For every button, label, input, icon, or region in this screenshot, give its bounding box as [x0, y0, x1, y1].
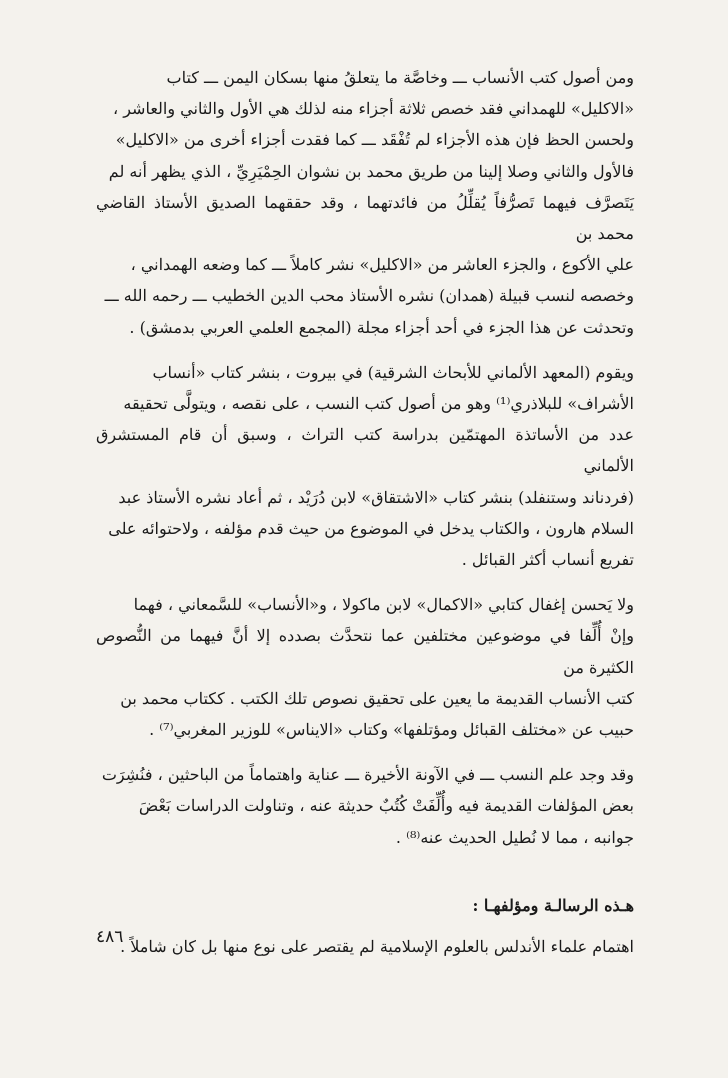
text-line: اهتمام علماء الأندلس بالعلوم الإسلامية لم يقتصر على نوع منها بل كان شاملاً . [120, 936, 634, 956]
text-line: تفريع أنساب أكثر القبائل . [461, 550, 634, 570]
text-line: وقد وجد علم النسب ـــ في الآونة الأخيرة ـــ عناية واهتماماً من الباحثين ، فنُشِرَت [101, 765, 634, 785]
text-line: ولحسن الحظ فإن هذه الأجزاء لم تُفْقَد ـــ كما فقدت أجزاء أخرى من «الاكليل» [115, 130, 634, 150]
text-line: وتحدثت عن هذا الجزء في أحد أجزاء مجلة (المجمع العلمي العربي بدمشق) . [129, 317, 634, 337]
text-line: ومن أصول كتب الأنساب ـــ وخاصَّة ما يتعلقُ منها بسكان اليمن ـــ كتاب [166, 68, 634, 87]
text-line: السلام هارون ، والكتاب يدخل في الموضوع من حيث قدم مؤلفه ، ولاحتوائه على [108, 518, 634, 538]
text-line: وخصصه لنسب قبيلة (همدان) نشره الأستاذ محب الدين الخطيب ـــ رحمه الله ـــ [104, 286, 634, 306]
text-line: وإنْ أُلِّفا في موضوعين مختلفين عما نتحدَّث بصدده إلا أنَّ فيهما من النُّصوص الكثيرة من [96, 626, 634, 677]
paragraph-4 [96, 759, 634, 853]
text-line: بعض المؤلفات القديمة فيه وأُلِّفَتْ كُتُبٌ حديثة عنه ، وتناولت الدراسات بَعْضَ [138, 796, 634, 816]
text-line: الأشراف» للبلاذري⁽¹⁾ وهو من أصول كتب النسب ، على نقصه ، ويتولَّى تحقيقه [123, 394, 634, 414]
text-line: عدد من الأساتذة المهتمّين بدراسة كتب التراث ، وسبق أن قام المستشرق الألماني [96, 425, 634, 476]
paragraph-2 [96, 357, 634, 575]
text-line: يَتَصرَّف فيهما تَصرُّفاً يُقلِّلُ من فائدتهما ، وقد حققهما الصديق الأستاذ القاضي محمد بن [96, 192, 634, 244]
text-line: ويقوم (المعهد الألماني للأبحاث الشرقية) في بيروت ، بنشر كتاب «أنساب [152, 362, 634, 382]
text-line: (فردناند وستنفلد) بنشر كتاب «الاشتقاق» لابن دُرَيْد ، ثم أعاد نشره الأستاذ عبد [118, 487, 634, 507]
text-line: علي الأكوع ، والجزء العاشر من «الاكليل» نشر كاملاً ـــ كما وضعه الهمداني ، [130, 255, 634, 275]
section-heading: هـذه الرسالـة ومؤلفهـا : [472, 895, 634, 915]
paragraph-5 [96, 931, 634, 962]
text-line: «الاكليل» للهمداني فقد خصص ثلاثة أجزاء منه لذلك هي الأول والثاني والعاشر ، [112, 99, 634, 119]
paragraph-3 [96, 589, 634, 745]
paragraph-1 [96, 62, 634, 343]
text-line: فالأول والثاني وصلا إلينا من طريق محمد بن نشوان الحِمْيَرِيِّ ، الذي يظهر أنه لم [108, 161, 634, 181]
text-line: جوانبه ، مما لا نُطيل الحديث عنه⁽⁸⁾ . [395, 827, 634, 847]
text-line: كتب الأنساب القديمة ما يعين على تحقيق نصوص تلك الكتب . ككتاب محمد بن [120, 688, 634, 708]
page-number: ٤٨٦ [96, 927, 124, 947]
text-line: حبيب عن «مختلف القبائل ومؤتلفها» وكتاب «الايناس» للوزير المغربي⁽⁷⁾ . [149, 720, 634, 740]
text-line: ولا يَحسن إغفال كتابي «الاكمال» لابن ماكولا ، و«الأنساب» للسَّمعاني ، فهما [133, 595, 634, 615]
